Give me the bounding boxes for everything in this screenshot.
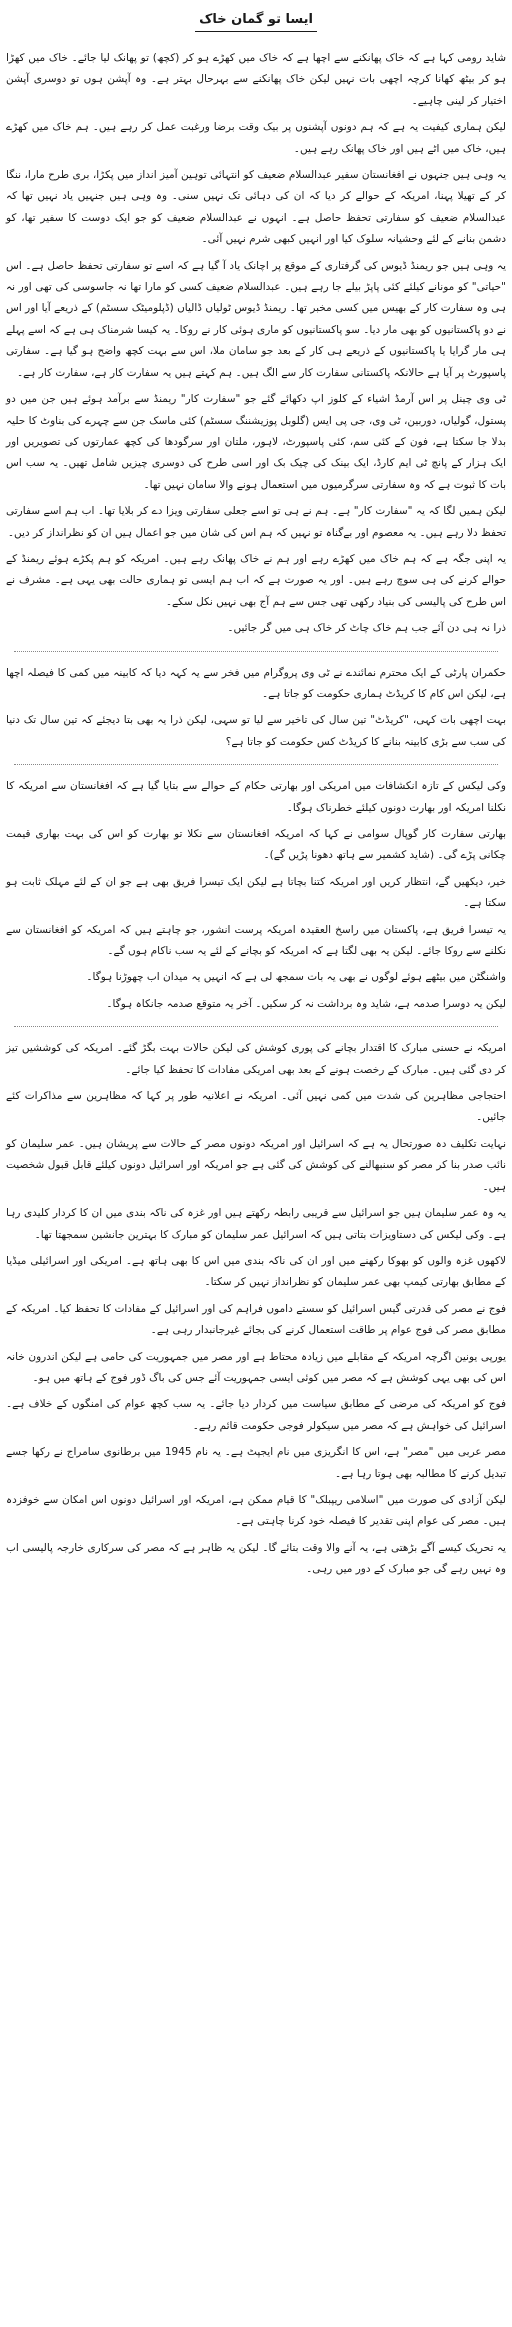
paragraph: خیر، دیکھیں گے، انتظار کریں اور امریکہ کتنا بچاتا ہے لیکن ایک تیسرا فریق بھی ہے جو ان کے لئے مہلک ثابت ہو سکتا ہے۔	[6, 875, 506, 910]
section-2	[6, 663, 506, 754]
paragraph: امریکہ نے حسنی مبارک کا اقتدار بچانے کی پوری کوشش کی لیکن حالات بہت بگڑ گئے۔ امریکہ کی کوششیں تیز کر دی گئی ہیں۔ مبارک کے رخصت ہونے کے بعد بھی امریکی مفادات کا تحفظ کیا جائے۔	[6, 1042, 506, 1076]
paragraph: لیکن آزادی کی صورت میں "اسلامی ریپبلک" کا قیام ممکن ہے، امریکہ اور اسرائیل دونوں اس امکان سے خوفزدہ ہیں۔ مصر کی عوام اپنی تقدیر کا فیصلہ خود کرنا چاہتی ہے۔	[6, 1493, 506, 1528]
column-header	[6, 8, 506, 32]
paragraph: احتجاجی مظاہرین کی شدت میں کمی نہیں آئی۔ امریکہ نے اعلانیہ طور پر کہا کہ مظاہرین سے مذاکرات کئے جائیں۔	[6, 1090, 506, 1124]
section-3	[6, 776, 506, 1015]
paragraph: فوج نے مصر کی قدرتی گیس اسرائیل کو سستے داموں فراہم کی اور اسرائیل کے مفادات کا تحفظ کیا۔ امریکہ کے مطابق مصر کی فوج عوام پر طاقت استعمال کرنے کی بجائے غیرجانبدار رہی ہے۔	[6, 1302, 506, 1337]
paragraph: لیکن یہ دوسرا صدمہ ہے، شاید وہ برداشت نہ کر سکیں۔ آخر یہ متوقع صدمہ جانکاہ ہوگا۔	[106, 997, 506, 1010]
paragraph: ٹی وی چینل پر اس آرمڈ اشیاء کے کلوز اپ دکھائے گئے جو "سفارت کار" ریمنڈ سے برآمد ہوئے ہیں جن میں دو پستول، گولیاں، دوربین، ٹی وی، جی پی ایس (گلوبل پوزیشننگ سسٹم) کئی ماسک جن سے چہرے کی بناوٹ کا حلیہ بدلا جا سکتا ہے، فون کے کئی سم، کئی پاسپورٹ، لاہور، ملتان اور سرگودھا کی کچھ عمارتوں کی تصویریں اور ایک ہزار کے پانچ ٹی ایم کارڈ، ایک بینک کی چیک بک اور اسی طرح کی دوسری چیزیں شامل تھیں۔ یہ سب اس بات کا ثبوت ہے کہ وہ سفارتی سرگرمیوں میں استعمال ہونے والا سامان نہیں تھا۔	[6, 393, 506, 491]
paragraph: بھارتی سفارت کار گوپال سوامی نے کہا کہ امریکہ افغانستان سے نکلا تو بھارت کو اس کی بہت بھاری قیمت چکانی پڑے گی۔ (شاید کشمیر سے ہاتھ دھونا پڑیں گے)۔	[6, 828, 506, 862]
paragraph: واشنگٹن میں بیٹھے ہوئے لوگوں نے بھی یہ بات سمجھ لی ہے کہ انہیں یہ میدان اب چھوڑنا ہوگا۔	[86, 971, 506, 984]
paragraph: ذرا نہ ہی دن آئے جب ہم خاک چاٹ کر خاک ہی میں گر جائیں۔	[227, 622, 506, 635]
paragraph: حکمران پارٹی کے ایک محترم نمائندے نے ٹی وی پروگرام میں فخر سے یہ کہہ دیا کہ کابینہ میں کمی کا فیصلہ اچھا ہے، لیکن اس کام کا کریڈٹ ہماری حکومت کو جاتا ہے۔	[6, 666, 506, 700]
section-1	[6, 48, 506, 640]
section-4	[6, 1038, 506, 1580]
paragraph: یہ وہی ہیں جنہوں نے افغانستان سفیر عبدالسلام ضعیف کو انتہائی توہین آمیز انداز میں پکڑا، بری طرح مارا، ننگا کر کے تھیلا پہنا، امریکہ کے حوالے کر دیا کہ ان کی دہائی تک نہیں سنی۔ وہ وہی ہیں جنہیں یاد نہیں تھا کہ عبدالسلام ضعیف کو سفارتی تحفظ حاصل ہے۔ انہوں نے عبدالسلام ضعیف کو جو ایک دوست کا سفیر تھا، کو دشمن بنانے کے لئے وحشیانہ سلوک کیا اور انہیں کبھی شرم نہیں آئی۔	[6, 169, 506, 246]
paragraph: یہ وہ عمر سلیمان ہیں جو اسرائیل سے قریبی رابطہ رکھتے ہیں اور غزہ کی ناکہ بندی میں ان کا کردار کلیدی رہا ہے۔ وکی لیکس کی دستاویزات بتاتی ہیں کہ اسرائیل عمر سلیمان کو مبارک کا بہترین جانشین سمجھتا تھا۔	[6, 1207, 506, 1241]
paragraph: شاید رومی کہا ہے کہ خاک پھانکنے سے اچھا ہے کہ خاک میں کھڑے ہو کر (کچھ) تو پھانک لیا جائے۔ خاک میں کھڑا ہو کر بیٹھ کھانا کرچہ اچھی بات نہیں لیکن خاک پھانکنے سے بہرحال بہتر ہے۔ وہ آپشن ہوں تو دوسری آپشن اختیار کر لینی چاہیے۔	[6, 52, 506, 107]
paragraph: یہ تحریک کیسے آگے بڑھتی ہے، یہ آنے والا وقت بتائے گا۔ لیکن یہ ظاہر ہے کہ مصر کی سرکاری خارجہ پالیسی اب وہ نہیں رہے گی جو مبارک کے دور میں رہی۔	[6, 1541, 506, 1576]
column-title: ایسا تو گمان خاک	[195, 11, 317, 32]
paragraph: لیکن ہماری کیفیت یہ ہے کہ ہم دونوں آپشنوں پر بیک وقت برضا ورغبت عمل کر رہے ہیں۔ ہم خاک میں کھڑے ہیں، خاک میں اٹے ہیں اور خاک پھانک رہے ہیں۔	[6, 121, 506, 155]
paragraph: بہت اچھی بات کہی، "کریڈٹ" تین سال کی تاخیر سے لیا تو سہی، لیکن ذرا یہ بھی بتا دیجئے کہ تین سال تک دنیا کی سب سے بڑی کابینہ بنانے کا کریڈٹ کس حکومت کو جاتا ہے؟	[6, 714, 506, 748]
paragraph: یہ وہی ہیں جو ریمنڈ ڈیوس کی گرفتاری کے موقع پر اچانک یاد آ گیا ہے کہ اسے تو سفارتی تحفظ حاصل ہے۔ اس "حیاتی" کو مونانے کیلئے کئی پاپڑ بیلے جا رہے ہیں۔ عبدالسلام ضعیف کسی کو مارا تھا نہ جاسوسی کی تھی اور نہ ہی وہ سفارت کار کے بھیس میں کسی مخبر تھا۔ ریمنڈ ڈیوس ٹولیاں ڈالیاں (ڈپلومیٹک سسٹم) کے ذریعے آیا اور اس نے دو پاکستانیوں کو بھی مار دیا۔ سو پاکستانیوں کو ماری ہوئی کار نے روکا۔ یہ کیسا شرمناک ہی ہے کہ اسے پہلے ہی مار گرایا یا پاکستانیوں کے ذریعے ہی کار کے بعد جو سامان ملا، اس سے بہت کچھ واضح ہو گیا ہے۔ سفارتی پاسپورٹ پر آیا ہے حالانکہ پاکستانی سفارت کار سے الگ ہیں۔ ہم کہتے ہیں یہ سفارت کار ہے، سفارت کار ہے۔	[6, 259, 506, 379]
paragraph: لیکن ہمیں لگا کہ یہ "سفارت کار" ہے۔ ہم نے ہی تو اسے جعلی سفارتی ویزا دے کر بلایا تھا۔ اب ہم اسے سفارتی تحفظ دلا رہے ہیں۔ یہ معصوم اور بےگناہ تو نہیں کہ ہم اس کی شان میں جو اعمال ہیں ان کو نظرانداز کر دیں۔	[6, 505, 506, 539]
paragraph: وکی لیکس کے تازہ انکشافات میں امریکی اور بھارتی حکام کے حوالے سے بتایا گیا ہے کہ افغانستان سے امریکہ کا نکلنا امریکہ اور بھارت دونوں کیلئے خطرناک ہوگا۔	[6, 780, 506, 814]
paragraph: یورپی یونین اگرچہ امریکہ کے مقابلے میں زیادہ محتاط ہے اور مصر میں جمہوریت کی حامی ہے لیکن اندرون خانہ اس کی بھی یہی کوشش ہے کہ مصر میں کوئی ایسی جمہوریت آئے جس کی باگ ڈور فوج کے ہاتھ میں ہو۔	[6, 1350, 506, 1384]
paragraph: نہایت تکلیف دہ صورتحال یہ ہے کہ اسرائیل اور امریکہ دونوں مصر کے حالات سے پریشان ہیں۔ عمر سلیمان کو نائب صدر بنا کر مصر کو سنبھالنے کی کوشش کی گئی ہے جو امریکہ اور اسرائیل دونوں کیلئے قابل قبول شخصیت ہیں۔	[6, 1137, 506, 1193]
section-divider	[14, 651, 498, 652]
paragraph: یہ اپنی جگہ ہے کہ ہم خاک میں کھڑے رہے اور ہم نے خاک پھانک رہے ہیں۔ امریکہ کو ہم پکڑے ہوئے ریمنڈ کے حوالے کرنے کی ہی سوچ رہے ہیں۔ اور یہ صورت ہے کہ اب ہم ایسی تو ہماری حالت بھی یہی ہے۔ مشرف نے اس طرح کی پالیسی کی بنیاد رکھی تھی جس سے ہم آج بھی نہیں نکل سکے۔	[6, 552, 506, 608]
paragraph: فوج کو امریکہ کی مرضی کے مطابق سیاست میں کردار دیا جائے۔ یہ سب کچھ عوام کی امنگوں کے خلاف ہے۔ اسرائیل کی خواہش ہے کہ مصر میں سیکولر فوجی حکومت قائم رہے۔	[6, 1398, 506, 1432]
paragraph: مصر عربی میں "مصر" ہے، اس کا انگریزی میں نام ایجپٹ ہے۔ یہ نام 1945 میں برطانوی سامراج نے رکھا جسے تبدیل کرنے کا مطالبہ بھی ہوتا رہا ہے۔	[6, 1446, 507, 1480]
section-divider	[14, 1026, 498, 1027]
paragraph: یہ تیسرا فریق ہے، پاکستان میں راسخ العقیدہ امریکہ پرست انشور، جو چاہتے ہیں کہ امریکہ کو افغانستان سے نکلنے سے روکا جائے۔ لیکن یہ بھی لگتا ہے کہ امریکہ کو بچانے کے لئے یہ سب ناکام ہوں گے۔	[6, 923, 506, 958]
paragraph: لاکھوں غزہ والوں کو بھوکا رکھنے میں اور ان کی ناکہ بندی میں اس کا بھی ہاتھ ہے۔ امریکی اور اسرائیلی میڈیا کے مطابق بھارتی کیمپ بھی عمر سلیمان کو نظرانداز نہیں کر سکتا۔	[6, 1254, 506, 1289]
section-divider	[14, 764, 498, 765]
